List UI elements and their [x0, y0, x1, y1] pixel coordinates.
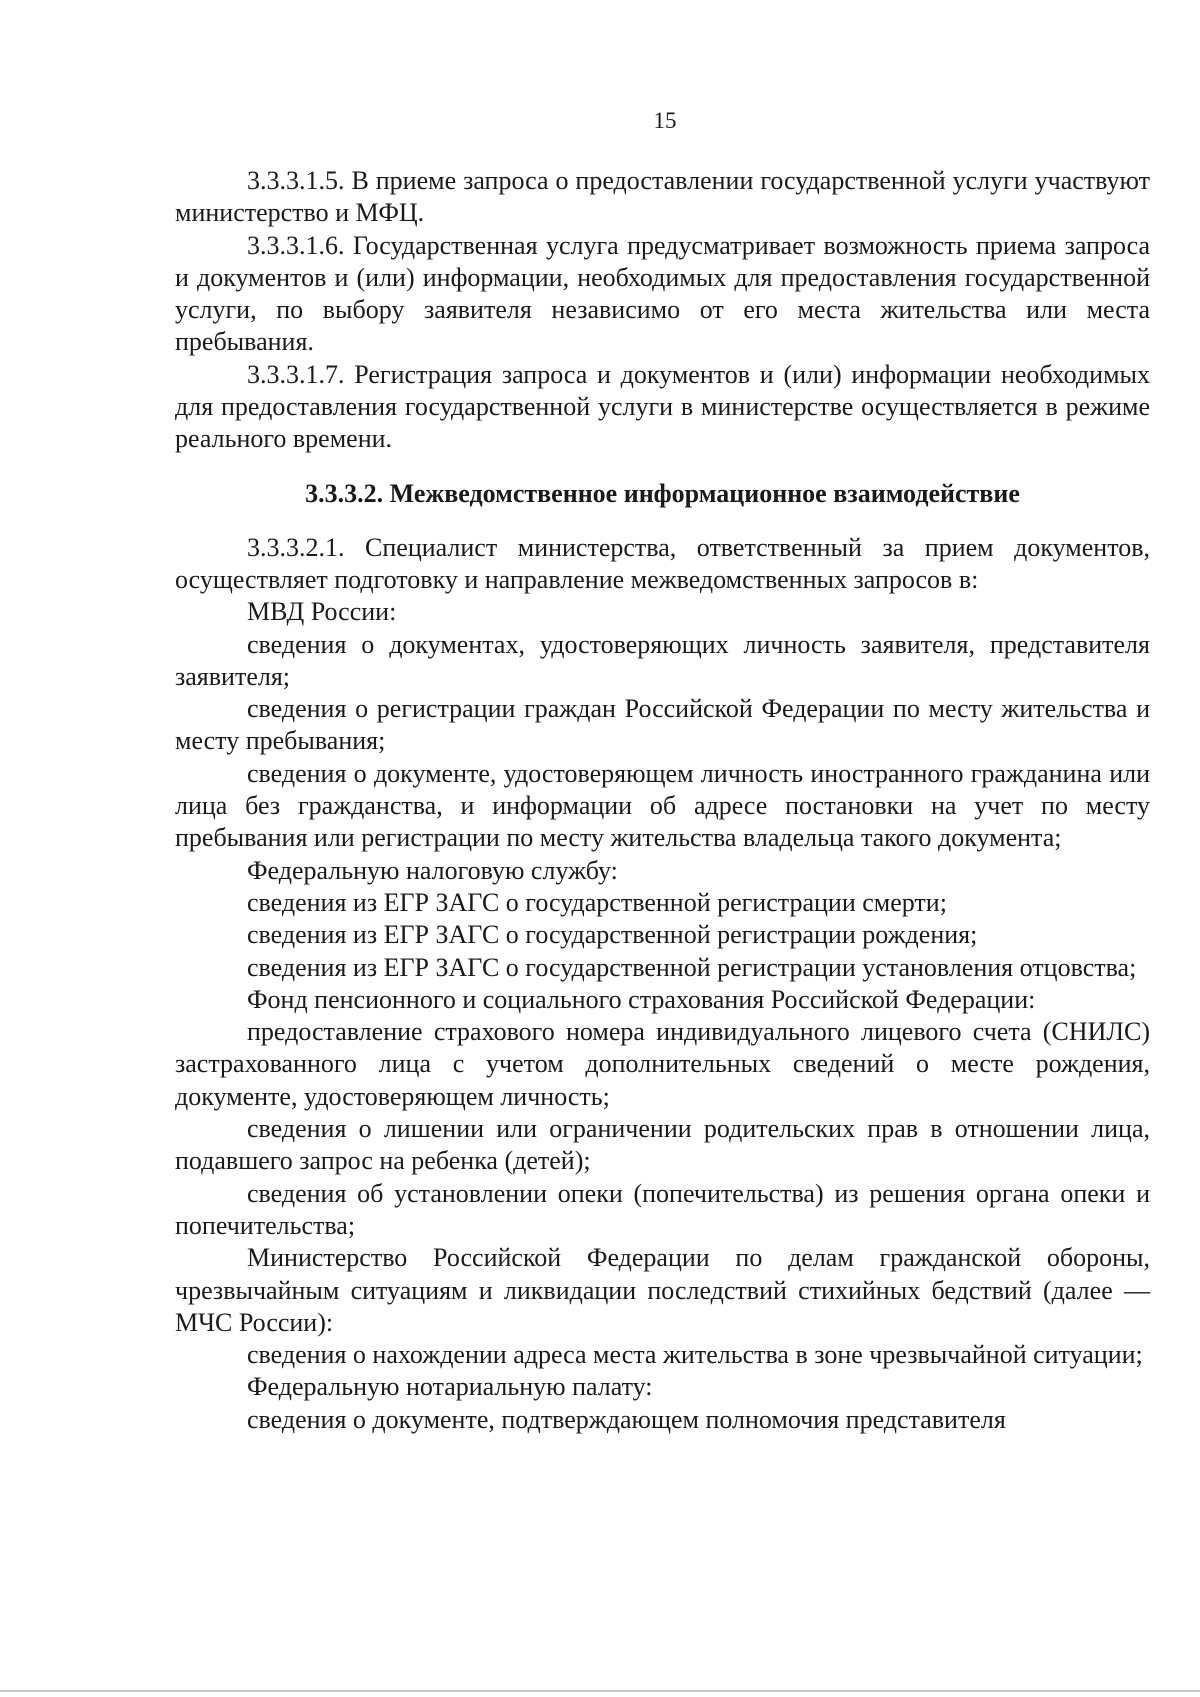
page-number: 15 — [653, 108, 677, 133]
paragraph-fnp: Федеральную нотариальную палату: — [247, 1372, 653, 1402]
list-item: сведения о нахождении адреса места жительства в зоне чрезвычайной ситуации; — [247, 1340, 1143, 1370]
paragraph-sfr: Фонд пенсионного и социального страхования Российской Федерации: — [247, 984, 1036, 1014]
paragraph-3-3-3-1-7: 3.3.3.1.7. Регистрация запроса и документов и (или) информации необходимых для предоставления государственной услуги в министерстве осуществляется в режиме реального времени. — [175, 359, 1150, 454]
document-body — [175, 165, 1150, 1436]
paragraph-3-3-3-2-1: 3.3.3.2.1. Специалист министерства, ответственный за прием документов, осуществляет подготовку и направление межведомственных запросов в: — [175, 532, 1150, 594]
list-item: сведения из ЕГР ЗАГС о государственной регистрации установления отцовства; — [247, 952, 1137, 982]
list-item: сведения из ЕГР ЗАГС о государственной регистрации рождения; — [247, 920, 978, 950]
section-heading: 3.3.3.2. Межведомственное информационное взаимодействие — [305, 478, 1020, 508]
list-item: сведения о документах, удостоверяющих личность заявителя, представителя заявителя; — [175, 629, 1150, 691]
list-item: сведения о документе, подтверждающем полномочия представителя — [247, 1404, 1006, 1434]
list-item: сведения о лишении или ограничении родительских прав в отношении лица, подавшего запрос на ребенка (детей); — [175, 1114, 1150, 1176]
paragraph-mchs: Министерство Российской Федерации по делам гражданской обороны, чрезвычайным ситуациям и ликвидации последствий стихийных бедствий (далее — МЧС России): — [175, 1243, 1150, 1337]
list-item: сведения об установлении опеки (попечительства) из решения органа опеки и попечительства; — [175, 1178, 1150, 1240]
list-item: сведения о регистрации граждан Российской Федерации по месту жительства и месту пребывания; — [175, 694, 1150, 756]
list-item: сведения о документе, удостоверяющем личность иностранного гражданина или лица без гражданства, и информации об адресе постановки на учет по месту пребывания или регистрации по месту жительства владельца такого документа; — [175, 758, 1150, 853]
paragraph-mvd: МВД России: — [247, 597, 397, 627]
paragraph-3-3-3-1-5: 3.3.3.1.5. В приеме запроса о предоставлении государственной услуги участвуют министерство и МФЦ. — [175, 166, 1150, 228]
list-item: предоставление страхового номера индивидуального лицевого счета (СНИЛС) застрахованного лица с учетом дополнительных сведений о месте рождения, документе, удостоверяющем личность; — [175, 1017, 1150, 1111]
list-item: сведения из ЕГР ЗАГС о государственной регистрации смерти; — [247, 887, 947, 917]
paragraph-fns: Федеральную налоговую службу: — [247, 855, 618, 885]
scan-edge-line — [0, 1690, 1200, 1692]
paragraph-3-3-3-1-6: 3.3.3.1.6. Государственная услуга предусматривает возможность приема запроса и документов и (или) информации, необходимых для предоставления государственной услуги, по выбору заявителя независимо от его места жительства или места пребывания. — [175, 230, 1150, 357]
